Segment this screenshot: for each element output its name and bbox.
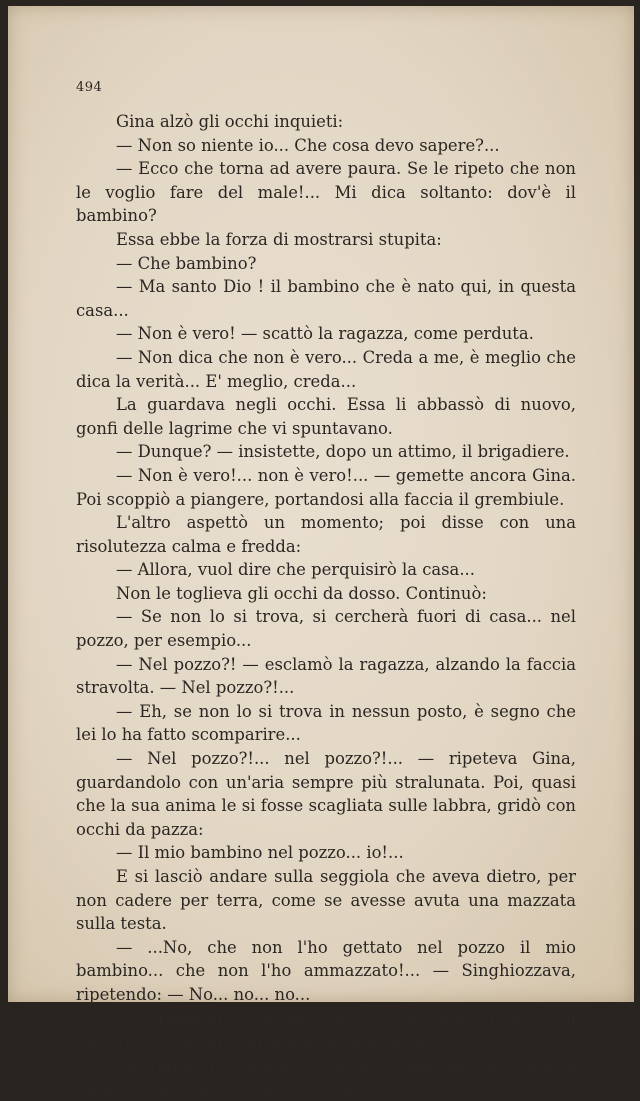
paragraph: — Ma santo Dio ! il bambino che è nato qui, in questa casa...: [76, 277, 576, 320]
paragraph: E si lasciò andare sulla seggiola che aveva dietro, per non cadere per terra, come se avesse avuta una mazzata sulla testa.: [76, 867, 576, 934]
paragraph: L'altro aspettò un momento; poi disse con una risolutezza calma e fredda:: [76, 513, 576, 556]
paragraph: Il brigadiere l'osservava, l'osservava fisso, con l'interesse che gli veniva dal suo mestiere.: [76, 1008, 576, 1052]
paragraph: — Non è vero!... non è vero!... — gemette ancora Gina. Poi scoppiò a piangere, portandosi alla faccia il grembiule.: [76, 465, 576, 509]
paragraph: — Nel pozzo?!... nel pozzo?!... — ripeteva Gina, guardandolo con un'aria sempre più stralunata. Poi, quasi che la sua anima le si fosse scagliata sulle labbra, gridò con occhi da pazza:: [76, 749, 576, 839]
paragraph: — Dunque? — insistette, dopo un attimo, il brigadiere.: [116, 442, 570, 462]
paragraph: — Non è vero! — scattò la ragazza, come perduta.: [116, 324, 534, 344]
paragraph: Gina alzò gli occhi inquieti:: [116, 112, 344, 131]
paragraph: — Che bambino?: [116, 253, 257, 273]
paragraph: — Ecco che torna ad avere paura. Se le ripeto che non le voglio fare del male!... Mi dica soltanto: dov'è il bambino?: [76, 159, 576, 226]
book-page: [8, 6, 634, 1099]
paragraph: Essa ebbe la forza di mostrarsi stupita:: [116, 229, 442, 249]
paragraph: — Non dica che non è vero... Creda a me, è meglio che dica la verità... E' meglio, creda...: [76, 347, 576, 391]
paragraph: — Eh, se non lo si trova in nessun posto, è segno che lei lo ha fatto scomparire...: [76, 701, 576, 745]
paragraph: — Se non lo si trova, si cercherà fuori di casa... nel pozzo, per esempio...: [76, 607, 576, 651]
paragraph: La guardava negli occhi. Essa li abbassò di nuovo, gonfi delle lagrime che vi spuntavano.: [76, 395, 576, 438]
paragraph: — Il mio bambino nel pozzo... io!...: [116, 843, 404, 863]
paragraph: — Allora, vuol dire che perquisirò la casa...: [116, 560, 475, 580]
page-text: [76, 76, 576, 1101]
paragraph: La ragazza continuò a dire, senza pensare più a niente, quasi parlasse a se stessa:: [76, 1055, 576, 1099]
paragraph: — ...No, che non l'ho gettato nel pozzo il mio bambino... che non l'ho ammazzato!... — Singhiozzava, ripetendo: — No... no... no...: [76, 937, 576, 1004]
page-number: 494: [76, 80, 103, 95]
paragraph: — Non so niente io... Che cosa devo sapere?...: [116, 135, 500, 155]
paragraph: Non le toglieva gli occhi da dosso. Continuò:: [116, 583, 487, 603]
paragraph: — Nel pozzo?! — esclamò la ragazza, alzando la faccia stravolta. — Nel pozzo?!...: [76, 654, 576, 698]
